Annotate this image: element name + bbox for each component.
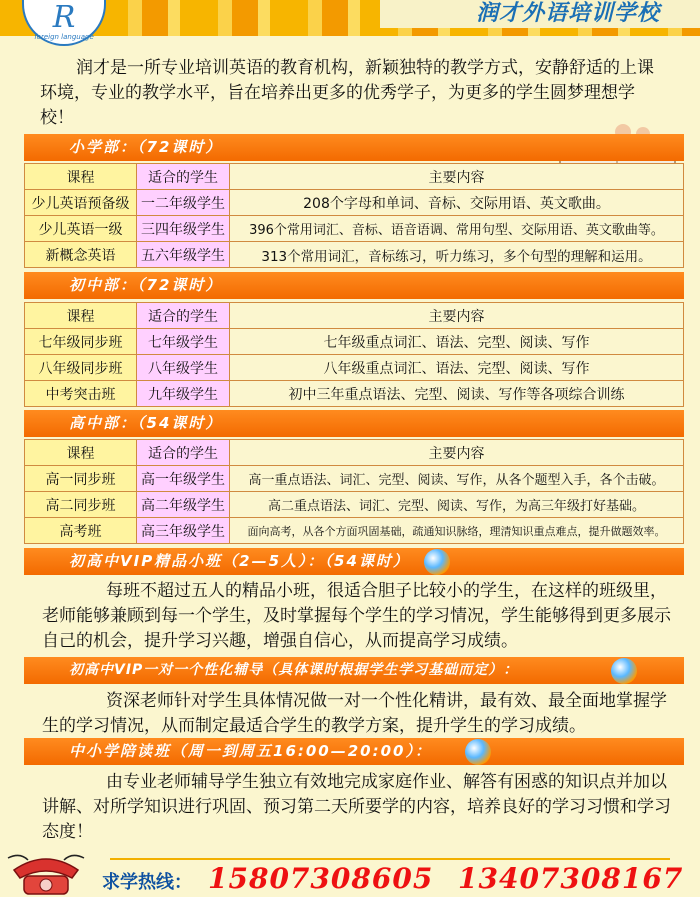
intro-paragraph: 润才是一所专业培训英语的教育机构，新颖独特的教学方式，安静舒适的上课环境，专业的教学水平，旨在培养出更多的优秀学子，为更多的学生圆梦理想学校！ bbox=[40, 58, 654, 128]
header-course: 课程 bbox=[25, 164, 137, 190]
table-header-row bbox=[25, 164, 684, 190]
footer-divider bbox=[110, 858, 670, 860]
vip-one-on-one-text: 资深老师针对学生具体情况做一对一个性化精讲，最有效、最全面地掌握学生的学习情况，从而制定最适合学生的教学方案，提升学生的学习成绩。 bbox=[42, 691, 667, 736]
phone-number-1: 15807308605 bbox=[208, 862, 434, 895]
header-student: 适合的学生 bbox=[137, 164, 230, 190]
content-cell: 高二重点语法、词汇、完型、阅读、写作，为高三年级打好基础。 bbox=[230, 492, 684, 518]
middle-course-table bbox=[24, 302, 684, 407]
telephone-icon bbox=[6, 848, 86, 896]
student-cell: 高一年级学生 bbox=[137, 466, 230, 492]
student-cell: 五六年级学生 bbox=[137, 242, 230, 268]
table-row bbox=[25, 492, 684, 518]
school-name: 润才外语培训学校 bbox=[475, 0, 660, 26]
content-cell: 高一重点语法、词汇、完型、阅读、写作，从各个题型入手，各个击破。 bbox=[230, 466, 684, 492]
course-cell: 少儿英语一级 bbox=[25, 216, 137, 242]
table-header-row bbox=[25, 303, 684, 329]
table-row bbox=[25, 466, 684, 492]
header-content: 主要内容 bbox=[230, 164, 684, 190]
content-cell: 七年级重点词汇、语法、完型、阅读、写作 bbox=[230, 329, 684, 355]
section-middle-title: 初中部：（72课时） bbox=[24, 272, 684, 299]
course-cell: 中考突击班 bbox=[25, 381, 137, 407]
course-cell: 少儿英语预备级 bbox=[25, 190, 137, 216]
header-course: 课程 bbox=[25, 303, 137, 329]
student-cell: 高三年级学生 bbox=[137, 518, 230, 544]
table-row bbox=[25, 381, 684, 407]
content-cell: 八年级重点词汇、语法、完型、阅读、写作 bbox=[230, 355, 684, 381]
course-cell: 八年级同步班 bbox=[25, 355, 137, 381]
vip-small-class-text: 每班不超过五人的精品小班，很适合胆子比较小的学生，在这样的班级里，老师能够兼顾到每一个学生，及时掌握每个学生的学习情况，学生能够得到更多展示自己的机会，提升学习兴趣，增强自信心，从而提高学习成绩。 bbox=[42, 581, 671, 651]
table-row bbox=[25, 355, 684, 381]
orb-icon bbox=[465, 739, 491, 765]
course-cell: 高一同步班 bbox=[25, 466, 137, 492]
student-cell: 七年级学生 bbox=[137, 329, 230, 355]
phone-number-2: 13407308167 bbox=[458, 862, 684, 895]
content-cell: 396个常用词汇、音标、语音语调、常用句型、交际用语、英文歌曲等。 bbox=[230, 216, 684, 242]
table-row bbox=[25, 329, 684, 355]
study-hall-title: 中小学陪读班（周一到周五16:00—20:00）： bbox=[24, 738, 684, 765]
hotline-label: 求学热线： bbox=[102, 872, 192, 893]
student-cell: 一二年级学生 bbox=[137, 190, 230, 216]
study-hall-text: 由专业老师辅导学生独立有效地完成家庭作业、解答有困惑的知识点并加以讲解、对所学知识进行巩固、预习第二天所要学的内容，培养良好的学习习惯和学习态度！ bbox=[42, 772, 671, 842]
student-cell: 高二年级学生 bbox=[137, 492, 230, 518]
header-student: 适合的学生 bbox=[137, 303, 230, 329]
content-cell: 面向高考，从各个方面巩固基础，疏通知识脉络，理清知识重点难点，提升做题效率。 bbox=[230, 518, 684, 544]
table-row bbox=[25, 190, 684, 216]
vip-one-on-one-title: 初高中VIP一对一个性化辅导（具体课时根据学生学习基础而定）： bbox=[24, 657, 684, 684]
student-cell: 三四年级学生 bbox=[137, 216, 230, 242]
primary-course-table bbox=[24, 163, 684, 268]
section-high-title: 高中部：（54课时） bbox=[24, 410, 684, 437]
course-cell: 高二同步班 bbox=[25, 492, 137, 518]
vip-small-class-title: 初高中VIP精品小班（2—5人）：（54课时） bbox=[24, 548, 684, 575]
table-header-row bbox=[25, 440, 684, 466]
orb-icon bbox=[611, 658, 637, 684]
student-cell: 八年级学生 bbox=[137, 355, 230, 381]
logo-letter: R bbox=[52, 0, 76, 35]
table-row bbox=[25, 518, 684, 544]
student-cell: 九年级学生 bbox=[137, 381, 230, 407]
course-cell: 高考班 bbox=[25, 518, 137, 544]
logo-subtitle: foreign language bbox=[34, 33, 94, 41]
school-logo bbox=[22, 0, 106, 46]
header-content: 主要内容 bbox=[230, 303, 684, 329]
header-content: 主要内容 bbox=[230, 440, 684, 466]
high-course-table bbox=[24, 439, 684, 544]
orb-icon bbox=[424, 549, 450, 575]
course-cell: 七年级同步班 bbox=[25, 329, 137, 355]
course-cell: 新概念英语 bbox=[25, 242, 137, 268]
content-cell: 208个字母和单词、音标、交际用语、英文歌曲。 bbox=[230, 190, 684, 216]
content-cell: 初中三年重点语法、完型、阅读、写作等各项综合训练 bbox=[230, 381, 684, 407]
section-primary-title: 小学部：（72课时） bbox=[24, 134, 684, 161]
table-row bbox=[25, 216, 684, 242]
header-course: 课程 bbox=[25, 440, 137, 466]
table-row bbox=[25, 242, 684, 268]
content-cell: 313个常用词汇，音标练习，听力练习，多个句型的理解和运用。 bbox=[230, 242, 684, 268]
header-student: 适合的学生 bbox=[137, 440, 230, 466]
